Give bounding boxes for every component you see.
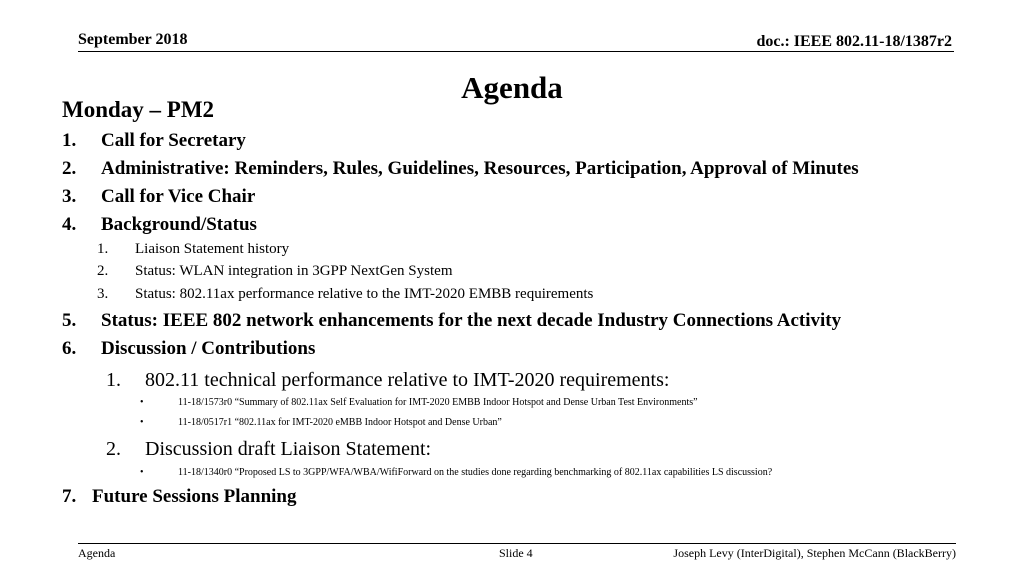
contribution-text: 11-18/0517r1 “802.11ax for IMT-2020 eMBB Indoor Hotspot and Dense Urban”	[178, 417, 502, 428]
agenda-subitem-text: Status: WLAN integration in 3GPP NextGen System	[135, 263, 453, 279]
agenda-item-number: 3.	[62, 186, 77, 207]
agenda-item-number: 4.	[62, 214, 77, 235]
agenda-item-text: Administrative: Reminders, Rules, Guidelines, Resources, Participation, Approval of Minutes	[101, 158, 859, 179]
slide-number: Slide 4	[499, 546, 533, 560]
session-heading: Monday – PM2	[62, 97, 215, 122]
header-date: September 2018	[78, 31, 188, 48]
header-doc-number: doc.: IEEE 802.11-18/1387r2	[756, 33, 952, 50]
agenda-subitem-text: Status: 802.11ax performance relative to the IMT-2020 EMBB requirements	[135, 286, 594, 302]
agenda-item-text: Status: IEEE 802 network enhancements for the next decade Industry Connections Activity	[101, 310, 842, 331]
agenda-item-text: Call for Vice Chair	[101, 186, 256, 207]
agenda-subitem-number: 1.	[97, 241, 109, 257]
header-divider	[78, 51, 954, 52]
agenda-item-number: 2.	[62, 158, 77, 179]
footer-divider	[78, 543, 956, 544]
agenda-item-text: Call for Secretary	[101, 130, 246, 151]
agenda-item-number: 7.	[62, 486, 77, 507]
agenda-subitem-text: Liaison Statement history	[135, 241, 290, 257]
discussion-subitem-number: 1.	[106, 369, 121, 391]
discussion-subitem-number: 2.	[106, 438, 121, 460]
footer-authors: Joseph Levy (InterDigital), Stephen McCann (BlackBerry)	[673, 546, 956, 560]
contribution-text: 11-18/1340r0 “Proposed LS to 3GPP/WFA/WBA/WifiForward on the studies done regarding benchmarking of 802.11ax capabilities	[178, 467, 710, 478]
bullet-icon: •	[140, 397, 144, 408]
contribution-text: 11-18/1573r0 “Summary of 802.11ax Self Evaluation for IMT-2020 EMBB Indoor Hotspot and Dense Urban Test Environments”	[178, 397, 698, 408]
slide-title: Agenda	[461, 70, 563, 105]
agenda-item-number: 5.	[62, 310, 77, 331]
bullet-icon: •	[140, 467, 144, 478]
agenda-item-text: Discussion / Contributions	[101, 338, 316, 359]
footer-label: Agenda	[78, 546, 116, 560]
agenda-subitem-number: 3.	[97, 286, 109, 302]
contribution-text-wrap	[178, 467, 772, 478]
agenda-item-text: Background/Status	[101, 214, 257, 235]
contribution-note: LS discussion?	[709, 467, 773, 478]
agenda-item-number: 1.	[62, 130, 77, 151]
agenda-item-number: 6.	[62, 338, 77, 359]
bullet-icon: •	[140, 417, 144, 428]
agenda-subitem-number: 2.	[97, 263, 109, 279]
discussion-subitem-text: 802.11 technical performance relative to IMT-2020 requirements:	[145, 369, 670, 391]
discussion-subitem-text: Discussion draft Liaison Statement:	[145, 438, 432, 460]
agenda-item-text: Future Sessions Planning	[92, 486, 297, 507]
